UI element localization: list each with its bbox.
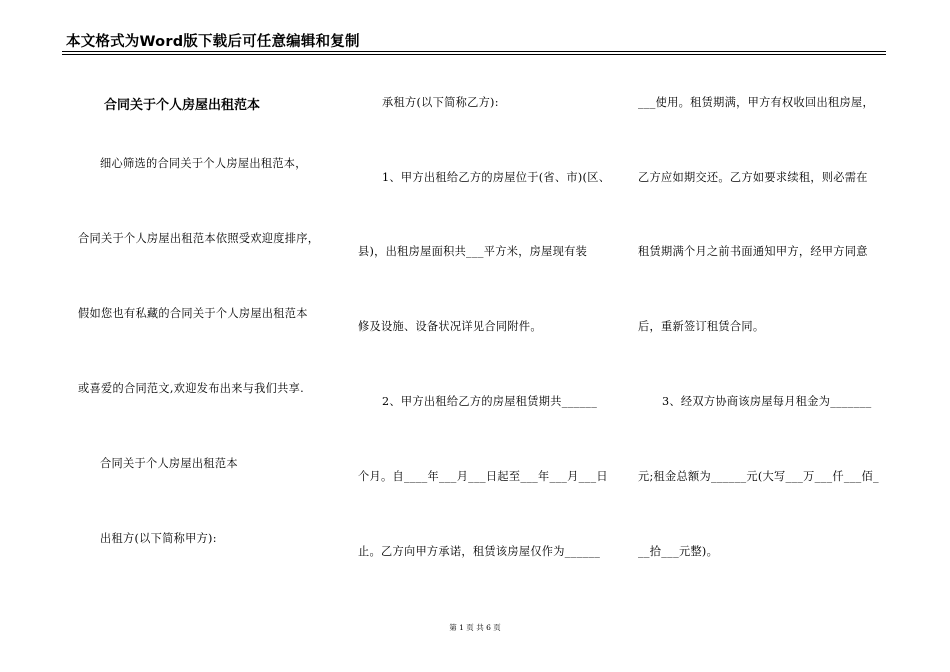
middle-line-4: 修及设施、设备状况详见合同附件。 [358,320,542,333]
right-line-1: ___使用。租赁期满，甲方有权收回出租房屋， [638,96,874,109]
right-line-2: 乙方应如期交还。乙方如要求续租，则必需在 [638,171,868,184]
left-line-1: 细心筛选的合同关于个人房屋出租范本， [100,157,307,170]
middle-line-5: 2、甲方出租给乙方的房屋租赁期共______ [382,395,598,408]
page-footer: 第 1 页 共 6 页 [449,623,501,632]
middle-line-3: 县)，出租房屋面积共___平方米，房屋现有装 [358,245,588,258]
left-line-2: 合同关于个人房屋出租范本依照受欢迎度排序， [78,232,320,245]
left-line-4: 或喜爱的合同范文,欢迎发布出来与我们共享. [78,382,304,395]
middle-line-2: 1、甲方出租给乙方的房屋位于(省、市)(区、 [382,171,611,184]
middle-line-1: 承租方(以下简称乙方): [382,96,499,109]
document-title: 合同关于个人房屋出租范本 [104,98,261,113]
right-line-5: 3、经双方协商该房屋每月租金为_______ [662,395,872,408]
header-rule-bottom [62,54,886,55]
document-header: 本文格式为Word版下载后可任意编辑和复制 [66,34,360,50]
right-line-7: __拾___元整)。 [638,545,719,558]
right-line-6: 元;租金总额为______元(大写___万___仟___佰_ [638,470,879,483]
right-line-3: 租赁期满个月之前书面通知甲方，经甲方同意 [638,245,868,258]
left-line-6: 出租方(以下简称甲方): [100,532,217,545]
left-line-5: 合同关于个人房屋出租范本 [100,457,238,470]
middle-line-7: 止。乙方向甲方承诺，租赁该房屋仅作为______ [358,545,601,558]
left-line-3: 假如您也有私藏的合同关于个人房屋出租范本 [78,307,308,320]
right-line-4: 后，重新签订租赁合同。 [638,320,765,333]
middle-line-6: 个月。自____年___月___日起至___年___月___日 [358,470,608,483]
header-rule-top [62,51,886,52]
